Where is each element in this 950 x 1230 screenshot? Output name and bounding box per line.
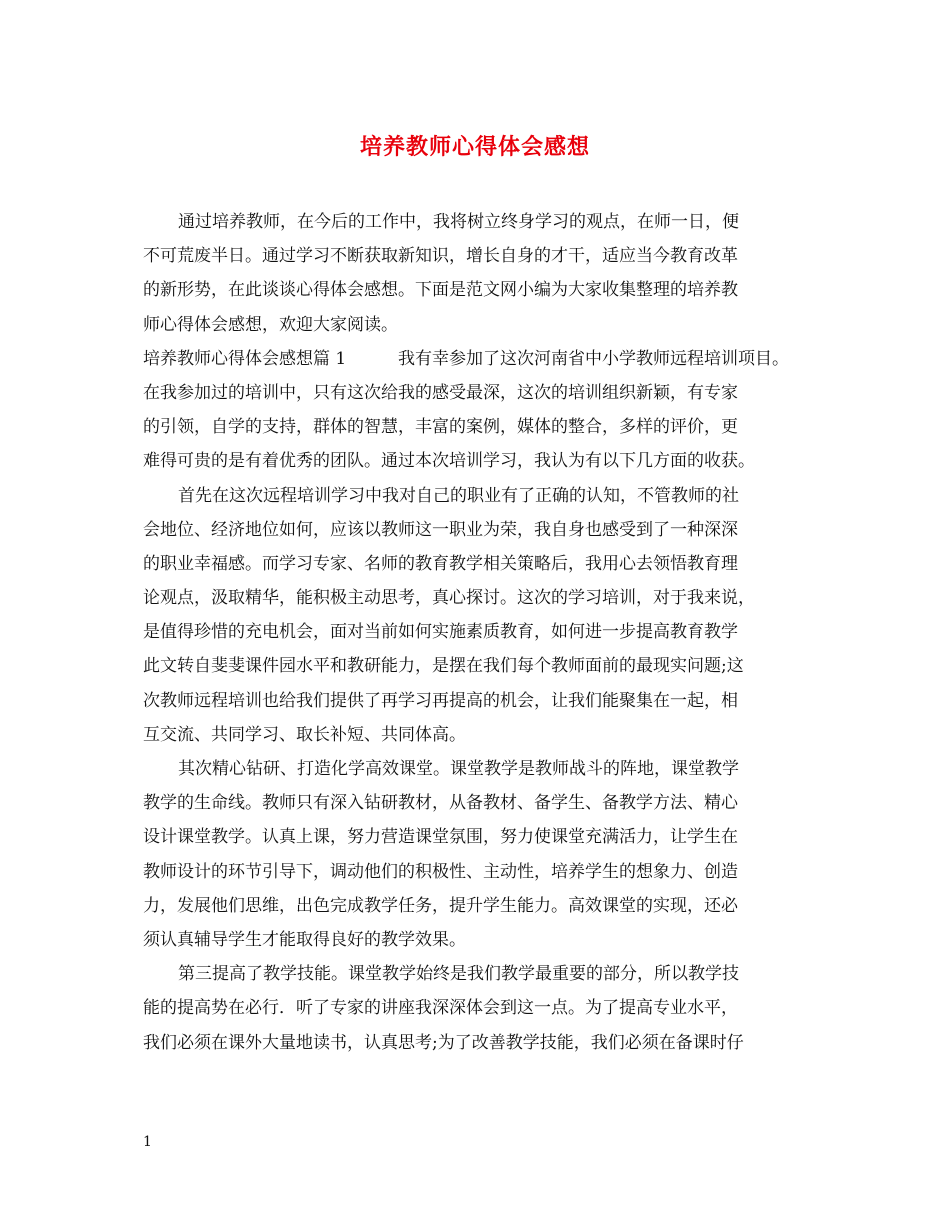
line-text: 须认真辅导学生才能取得良好的教学效果。 bbox=[143, 929, 466, 950]
text-line bbox=[143, 410, 811, 444]
text-line bbox=[143, 239, 811, 273]
line-text: 是值得珍惜的充电机会，面对当前如何实施素质教育，如何进一步提高教育教学 bbox=[143, 622, 738, 643]
line-text: 我有幸参加了这次河南省中小学教师远程培训项目。 bbox=[398, 348, 789, 369]
line-text: 在我参加过的培训中，只有这次给我的感受最深，这次的培训组织新颖，有专家 bbox=[143, 382, 738, 403]
text-line bbox=[143, 855, 811, 889]
line-text: 教师设计的环节引导下，调动他们的积极性、主动性，培养学生的想象力、创造 bbox=[143, 861, 738, 882]
text-line bbox=[143, 820, 811, 854]
text-line bbox=[143, 376, 811, 410]
text-line bbox=[143, 581, 811, 615]
line-text: 我们必须在课外大量地读书，认真思考;为了改善教学技能，我们必须在备课时仔 bbox=[143, 1032, 744, 1053]
text-line bbox=[143, 342, 811, 376]
line-text: 次教师远程培训也给我们提供了再学习再提高的机会，让我们能聚集在一起，相 bbox=[143, 690, 738, 711]
line-text: 设计课堂教学。认真上课，努力营造课堂氛围，努力使课堂充满活力，让学生在 bbox=[143, 827, 738, 848]
text-line bbox=[143, 615, 811, 649]
line-text: 通过培养教师，在今后的工作中，我将树立终身学习的观点，在师一日，便 bbox=[178, 212, 739, 232]
text-line bbox=[143, 957, 811, 991]
line-text: 此文转自斐斐课件园水平和教研能力，是摆在我们每个教师面前的最现实问题;这 bbox=[143, 656, 744, 677]
line-text: 论观点，汲取精华，能积极主动思考，真心探讨。这次的学习培训，对于我来说， bbox=[143, 588, 755, 609]
line-text: 能的提高势在必行．听了专家的讲座我深深体会到这一点。为了提高专业水平， bbox=[143, 998, 738, 1019]
line-text: 第三提高了教学技能。课堂教学始终是我们教学最重要的部分，所以教学技 bbox=[178, 964, 739, 985]
page-number: 1 bbox=[143, 1134, 152, 1150]
line-text: 互交流、共同学习、取长补短、共同体高。 bbox=[143, 724, 466, 745]
line-text: 力，发展他们思维，出色完成教学任务，提升学生能力。高效课堂的实现，还必 bbox=[143, 895, 738, 916]
line-text: 会地位、经济地位如何，应该以教师这一职业为荣，我自身也感受到了一种深深 bbox=[143, 519, 738, 540]
document-body bbox=[143, 205, 811, 1060]
text-line bbox=[143, 889, 811, 923]
line-text: 首先在这次远程培训学习中我对自己的职业有了正确的认知，不管教师的社 bbox=[178, 485, 739, 506]
text-line bbox=[143, 1026, 811, 1060]
document-title: 培养教师心得体会感想 bbox=[359, 134, 590, 160]
line-text: 其次精心钻研、打造化学高效课堂。课堂教学是教师战斗的阵地，课堂教学 bbox=[178, 759, 739, 779]
text-line bbox=[143, 308, 811, 342]
text-line bbox=[143, 684, 811, 718]
line-text: 教学的生命线。教师只有深入钻研教材，从备教材、备学生、备教学方法、精心 bbox=[143, 793, 738, 814]
text-line bbox=[143, 273, 811, 307]
text-line bbox=[143, 479, 811, 513]
line-text: 的职业幸福感。而学习专家、名师的教育教学相关策略后，我用心去领悟教育理 bbox=[143, 553, 738, 574]
text-line bbox=[143, 786, 811, 820]
line-text: 不可荒废半日。通过学习不断获取新知识，增长自身的才干，适应当今教育改革 bbox=[143, 246, 738, 267]
text-line bbox=[143, 444, 811, 478]
text-line bbox=[143, 923, 811, 957]
line-text: 的引领，自学的支持，群体的智慧，丰富的案例，媒体的整合，多样的评价，更 bbox=[143, 417, 738, 438]
line-text: 师心得体会感想，欢迎大家阅读。 bbox=[143, 314, 398, 335]
text-line bbox=[143, 752, 811, 786]
section-heading: 培养教师心得体会感想篇 1 bbox=[143, 348, 347, 369]
text-line bbox=[143, 513, 811, 547]
line-text: 难得可贵的是有着优秀的团队。通过本次培训学习，我认为有以下几方面的收获。 bbox=[143, 451, 755, 472]
text-line bbox=[143, 991, 811, 1025]
text-line bbox=[143, 718, 811, 752]
text-line bbox=[143, 649, 811, 683]
text-line bbox=[143, 547, 811, 581]
line-text: 的新形势，在此谈谈心得体会感想。下面是范文网小编为大家收集整理的培养教 bbox=[143, 280, 738, 301]
text-line bbox=[143, 205, 811, 239]
